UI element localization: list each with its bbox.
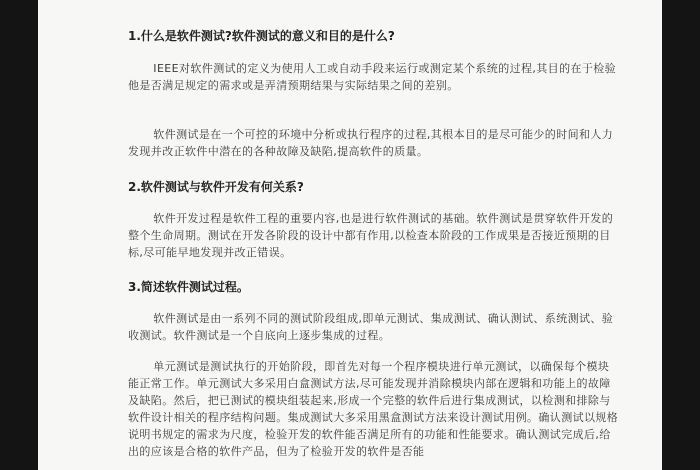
section-2-heading: 2.软件测试与软件开发有何关系?: [128, 180, 304, 194]
section-3-paragraph-2: 单元测试是测试执行的开始阶段，即首先对每一个程序模块进行单元测试，以确保每个模块能正常工作。单元测试大多采用白盒测试方法,尽可能发现并消除模块内部在逻辑和功能上的故障及缺陷。然后，把已测试的模块组装起来,形成一个完整的软件后进行集成测试，以检测和排除与软件设计相关的程序结构问题。集成测试大多采用黑盒测试方法来设计测试用例。确认测试以规格说明书规定的需求为尺度，检验开发的软件能否满足所有的功能和性能要求。确认测试完成后,给出的应该是合格的软件产品，但为了检验开发的软件是否能: [128, 360, 619, 458]
section-1-paragraph-1: IEEE对软件测试的定义为使用人工或自动手段来运行或测定某个系统的过程,其目的在于检验他是否满足规定的需求或是弄清预期结果与实际结果之间的差别。: [128, 62, 617, 92]
section-3-paragraph-1: 软件测试是由一系列不同的测试阶段组成,即单元测试、集成测试、确认测试、系统测试、验收测试。软件测试是一个自底向上逐步集成的过程。: [128, 312, 614, 342]
section-2-paragraph-1: 软件开发过程是软件工程的重要内容,也是进行软件测试的基础。软件测试是贯穿软件开发的整个生命周期。测试在开发各阶段的设计中都有作用,以检查本阶段的工作成果是否接近预期的目标,尽可能早地发现并改正错误。: [128, 212, 614, 259]
section-1-paragraph-2: 软件测试是在一个可控的环境中分析或执行程序的过程,其根本目的是尽可能少的时间和人力发现并改正软件中潜在的各种故障及缺陷,提高软件的质量。: [128, 128, 614, 158]
document-page: [38, 0, 662, 470]
section-3-heading: 3.简述软件测试过程。: [128, 280, 249, 294]
section-1-heading: 1.什么是软件测试?软件测试的意义和目的是什么?: [128, 29, 395, 43]
